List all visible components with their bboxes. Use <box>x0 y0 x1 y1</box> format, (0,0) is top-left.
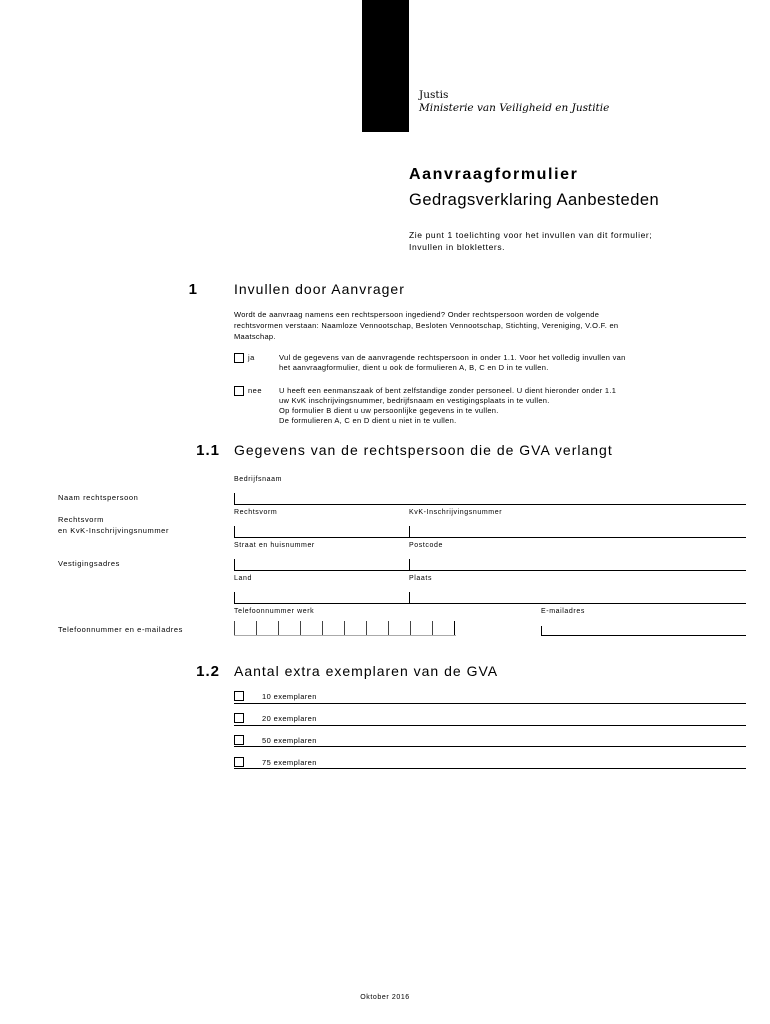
section-1-title: Invullen door Aanvrager <box>234 281 405 297</box>
option-nee-label: nee <box>248 386 263 395</box>
field-line <box>234 746 746 747</box>
field-marker <box>409 526 410 537</box>
label-20-exemplaren: 20 exemplaren <box>262 714 317 723</box>
land-field[interactable] <box>234 591 404 603</box>
plaats-field[interactable] <box>409 591 746 603</box>
coat-of-arms-icon <box>366 88 406 122</box>
text-line: Wordt de aanvraag namens een rechtspersoon ingediend? Onder rechtspersoon worden de volgende <box>234 310 600 319</box>
field-line <box>541 635 746 636</box>
digit-separator <box>256 621 257 635</box>
digit-separator <box>278 621 279 635</box>
field-label-straat: Straat en huisnummer <box>234 542 315 549</box>
field-line <box>234 570 746 571</box>
field-line <box>234 504 746 505</box>
field-label-kvk: KvK-Inschrijvingsnummer <box>409 509 503 516</box>
text-line: U heeft een eenmanszaak of bent zelfstandige zonder personeel. U dient hieronder onder 1.1 <box>279 386 617 395</box>
intro-line: Invullen in blokletters. <box>409 242 506 252</box>
field-line <box>234 537 746 538</box>
option-ja-label: ja <box>248 353 255 362</box>
digit-separator <box>300 621 301 635</box>
field-marker <box>541 626 542 635</box>
digit-separator <box>388 621 389 635</box>
field-marker <box>409 559 410 570</box>
checkbox-20-exemplaren[interactable] <box>234 713 244 723</box>
field-marker <box>409 592 410 603</box>
text-line: uw KvK inschrijvingsnummer, bedrijfsnaam en vestigingsplaats in te vullen. <box>279 396 550 405</box>
digit-separator <box>322 621 323 635</box>
text-line: Op formulier B dient u uw persoonlijke gegevens in te vullen. <box>279 406 499 415</box>
field-marker <box>234 493 235 504</box>
bedrijfsnaam-field[interactable] <box>234 492 746 504</box>
text-line: Maatschap. <box>234 332 276 341</box>
digit-separator <box>366 621 367 635</box>
straat-field[interactable] <box>234 558 404 570</box>
option-ja-text <box>279 353 719 373</box>
field-label-land: Land <box>234 575 252 582</box>
digit-separator <box>410 621 411 635</box>
section-1-number: 1 <box>188 281 198 298</box>
field-label-telefoon: Telefoonnummer werk <box>234 608 315 615</box>
field-label-rechtsvorm: Rechtsvorm <box>234 509 278 516</box>
field-label-bedrijfsnaam: Bedrijfsnaam <box>234 476 283 483</box>
email-field[interactable] <box>541 622 746 634</box>
label-50-exemplaren: 50 exemplaren <box>262 736 317 745</box>
rechtsvorm-field[interactable] <box>234 525 404 537</box>
text-line: het aanvraagformulier, dient u ook de formulieren A, B, C en D in te vullen. <box>279 363 549 372</box>
checkbox-10-exemplaren[interactable] <box>234 691 244 701</box>
section-1-text <box>234 309 618 342</box>
digit-separator <box>432 621 433 635</box>
label-naam-rechtspersoon: Naam rechtspersoon <box>58 493 139 502</box>
intro-text <box>409 229 652 253</box>
postcode-field[interactable] <box>409 558 746 570</box>
label-vestigingsadres: Vestigingsadres <box>58 559 120 568</box>
text-line: Vul de gegevens van de aanvragende rechtspersoon in onder 1.1. Voor het volledig invullen van <box>279 353 626 362</box>
form-title: Aanvraagformulier <box>409 166 579 183</box>
field-line <box>234 603 746 604</box>
field-line <box>234 703 746 704</box>
footer-date: Oktober 2016 <box>360 994 410 1001</box>
label-telefoon-email: Telefoonnummer en e-mailadres <box>58 625 183 634</box>
text-line: De formulieren A, C en D dient u niet in te vullen. <box>279 416 457 425</box>
checkbox-ja[interactable] <box>234 353 244 363</box>
checkbox-75-exemplaren[interactable] <box>234 757 244 767</box>
kvk-field[interactable] <box>409 525 746 537</box>
text-line: rechtsvormen verstaan: Naamloze Vennootschap, Besloten Vennootschap, Stichting, Vereniging, V.O.F. en <box>234 321 619 330</box>
field-marker <box>234 526 235 537</box>
section-1-2-title: Aantal extra exemplaren van de GVA <box>234 663 499 679</box>
field-marker <box>234 592 235 603</box>
ministry-name: Justis <box>419 89 449 101</box>
field-label-postcode: Postcode <box>409 542 443 549</box>
checkbox-50-exemplaren[interactable] <box>234 735 244 745</box>
field-label-email: E-mailadres <box>541 608 585 615</box>
digit-separator <box>234 621 235 635</box>
label-kvk: en KvK-Inschrijvingsnummer <box>58 526 170 535</box>
section-1-2-number: 1.2 <box>196 663 220 680</box>
intro-line: Zie punt 1 toelichting voor het invullen van dit formulier; <box>409 230 653 240</box>
field-marker <box>234 559 235 570</box>
form-subtitle: Gedragsverklaring Aanbesteden <box>409 191 660 209</box>
digit-separator <box>344 621 345 635</box>
field-line <box>234 635 456 636</box>
section-1-1-number: 1.1 <box>196 442 220 459</box>
label-rechtsvorm: Rechtsvorm <box>58 515 105 524</box>
label-75-exemplaren: 75 exemplaren <box>262 758 317 767</box>
label-10-exemplaren: 10 exemplaren <box>262 692 317 701</box>
digit-separator <box>454 621 455 635</box>
telefoon-field[interactable] <box>234 620 456 635</box>
ministry-subtitle: Ministerie van Veiligheid en Justitie <box>419 102 610 114</box>
section-1-1-title: Gegevens van de rechtspersoon die de GVA verlangt <box>234 442 613 458</box>
field-line <box>234 768 746 769</box>
field-line <box>234 725 746 726</box>
option-nee-text <box>279 386 719 426</box>
checkbox-nee[interactable] <box>234 386 244 396</box>
field-label-plaats: Plaats <box>409 575 433 582</box>
